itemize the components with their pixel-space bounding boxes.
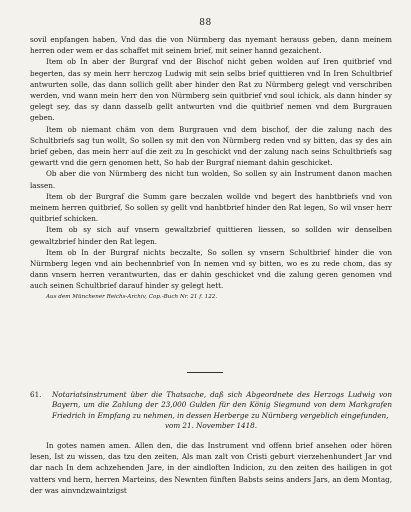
paragraph: Ob aber die von Nürmberg des nicht tun wolden, So sollen sy ain Instrument danon machen lassen. (30, 169, 392, 190)
paragraph: Item ob sy sich auf vnsern gewaltzbrief quittieren liessen, so sollden wir denselben gewaltzbrief hinder den Rat legen. (30, 225, 392, 246)
paragraph: Item ob niemant chäm von dem Burgrauen vnd dem bischof, der die zalung nach des Schultbriefs sag tun wollt, So sollen sy mit den von Nürmberg reden vnd sy bitten, das sy des ain brief geben, das mein herr auf die zeit zu In geschickt vnd der zalung nach seins Schultbriefs sag gewartt vnd die gern genomen hett, So hab der Burgraf niemant dahin geschicket. (30, 124, 392, 168)
document-number: 61. (30, 390, 42, 399)
paragraph: sovil enpfangen haben, Vnd das die von Nürmberg das nyemant herauss geben, dann meinem herren oder wem er das schaffet mit seinem brief, mit seiner hannd gezaichent. (30, 35, 392, 56)
page-number: 88 (199, 18, 212, 28)
paragraph: Item ob der Burgraf die Summ gare beczalen wollde vnd begert des hanbtbriefs vnd von meinem herren quitbrief, So sollen sy gellt vnd hanbtbrief hinder den Rat legen, So wil vnser herr quitbrief schicken. (30, 191, 392, 224)
paragraph: Item ob In aber der Burgraf vnd der Bischof nicht geben wolden auf Iren quitbrief vnd begerten, das sy mein herr herczog Ludwig mit sein selbs brief quittieren vnd In Iren Schultbrief antwurten solle, das dann sollich gellt aber hinder den Rat zu Nürmberg gelegt vnd verschriben werden, vnd wann mein herr den von Nürmberg sein quitbrief vnd soul ichick, als dann hinder sy gelegt sey, das sy dann dasselb gellt antwurten vnd die quitbrief nemen vnd dem Burgrauen geben. (30, 57, 392, 123)
source-note: Aus dem Münchener Reichs-Archiv, Cop.-Buch Nr. 21 f. 122. (46, 293, 218, 300)
document-body-section-b (30, 440, 392, 496)
section-divider (187, 372, 223, 373)
document-body-section-a (30, 34, 392, 301)
paragraph: Item ob In der Burgraf nichts beczalte, So sollen sy vnsern Schultbrief hinder die von Nürmberg legen vnd ain bechennbrief von In nemen vnd sy bitten, wo es zu rede chom, das sy dann vnsern herren verantwurten, das er dahin geschicket vnd die zalung geren genomen vnd auch seinen Schultbrief darauf hinder sy gelegt hett. (30, 247, 392, 291)
document-heading-text: Notariatsinstrument über die Thatsache, daß sich Abgeordnete des Herzogs Ludwig von Bayern, um die Zahlung der 23,000 Gulden für den König Siegmund von dem Markgrafen Friedrich in Empfang zu nehmen, in dessen Herberge zu Nürnberg vergeblich eingefunden, (52, 390, 392, 420)
document-heading (30, 390, 392, 432)
paragraph: In gotes namen amen. Allen den, die das Instrument vnd offenn brief ansehen oder hören lesen, Ist zu wissen, das tzu den zeiten, Als man zalt von Cristi geburt vierzehenhundert Jar vnd dar nach In dem achzehenden Jare, in der aindloften Indicion, zu den zeiten des hailigen in got vatters vnd hern, herren Marteins, des Newnten fünften Babsts seins anders Jars, an dem Montag, der was ainvndzwaintzigst (30, 441, 392, 495)
document-date: vom 21. November 1418. (164, 421, 258, 431)
